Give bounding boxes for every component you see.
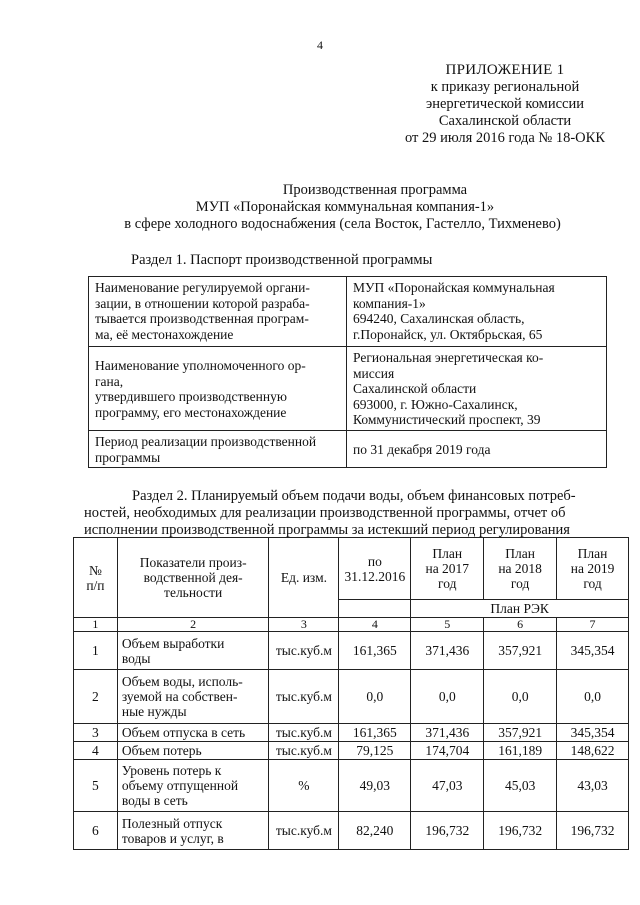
row-value: 0,0 — [339, 670, 411, 724]
table-row — [74, 742, 629, 760]
row-value: 49,03 — [339, 760, 411, 812]
row-unit: тыс.куб.м — [269, 670, 339, 724]
column-number: 1 — [74, 618, 118, 632]
table-row — [74, 760, 629, 812]
value-line: Сахалинской области — [353, 381, 477, 396]
passport-value — [347, 431, 607, 468]
appendix-line: от 29 июля 2016 года № 18-ОКК — [405, 130, 605, 146]
passport-value — [347, 347, 607, 431]
row-value: 371,436 — [411, 632, 484, 670]
row-value: 82,240 — [339, 812, 411, 850]
row-name: Объем отпуска в сеть — [117, 724, 269, 742]
row-value: 161,189 — [484, 742, 557, 760]
column-numbers-row — [74, 618, 629, 632]
row-number: 5 — [74, 760, 118, 812]
header-unit: Ед. изм. — [269, 538, 339, 618]
appendix-line: к приказу региональной — [430, 79, 580, 95]
label-line: Наименование регулируемой органи- — [95, 280, 310, 295]
value-line: г.Поронайск, ул. Октябрьская, 65 — [353, 326, 543, 342]
label-line: тывается производственная програм- — [95, 311, 309, 326]
page-number: 4 — [317, 38, 323, 52]
row-value: 47,03 — [411, 760, 484, 812]
header-plan-rek: План РЭК — [411, 600, 629, 618]
appendix-line: Сахалинской области — [438, 113, 572, 129]
passport-table — [88, 276, 607, 468]
value-line: 693000, г. Южно-Сахалинск, — [353, 396, 518, 412]
header-empty — [339, 600, 411, 618]
row-value: 161,365 — [339, 724, 411, 742]
column-number: 7 — [557, 618, 629, 632]
row-value: 0,0 — [484, 670, 557, 724]
document-title — [0, 182, 640, 233]
value-line: Коммунистический проспект, 39 — [353, 412, 541, 427]
table-row — [74, 670, 629, 724]
header-no: № п/п — [74, 538, 118, 618]
row-number: 3 — [74, 724, 118, 742]
header-row — [74, 538, 629, 600]
title-line: Производственная программа — [282, 182, 468, 198]
row-value: 0,0 — [411, 670, 484, 724]
label-line: ма, её местонахождение — [95, 326, 234, 342]
row-unit: тыс.куб.м — [269, 632, 339, 670]
passport-row — [89, 277, 607, 347]
label-line: программу, его местонахождение — [95, 404, 287, 420]
para-line: Раздел 2. Планируемый объем подачи воды, объем финансовых потреб- — [132, 488, 576, 504]
row-name: Уровень потерь к объему отпущенной воды в сеть — [117, 760, 269, 812]
row-value: 43,03 — [557, 760, 629, 812]
row-number: 6 — [74, 812, 118, 850]
value-line: 694240, Сахалинская область, — [353, 311, 525, 326]
label-line: программы — [95, 449, 161, 465]
row-unit: тыс.куб.м — [269, 724, 339, 742]
row-value: 161,365 — [339, 632, 411, 670]
column-number: 3 — [269, 618, 339, 632]
value-line: МУП «Поронайская коммунальная — [353, 280, 555, 295]
row-value: 371,436 — [411, 724, 484, 742]
appendix-line: энергетической комиссии — [425, 96, 585, 112]
title-line: в сфере холодного водоснабжения (села Восток, Гастелло, Тихменево) — [124, 216, 561, 232]
label-line: зации, в отношении которой разраба- — [95, 295, 310, 311]
passport-value — [347, 277, 607, 347]
appendix-block — [360, 62, 640, 147]
header-indicator: Показатели произ- водственной дея- тельности — [117, 538, 269, 618]
row-value: 148,622 — [557, 742, 629, 760]
row-name: Объем выработки воды — [117, 632, 269, 670]
row-number: 1 — [74, 632, 118, 670]
passport-label — [89, 347, 347, 431]
label-line: гана, — [95, 373, 124, 389]
passport-row — [89, 431, 607, 468]
value-line: Региональная энергетическая ко- — [353, 350, 544, 365]
row-value: 357,921 — [484, 632, 557, 670]
row-name: Полезный отпуск товаров и услуг, в — [117, 812, 269, 850]
row-value: 45,03 — [484, 760, 557, 812]
row-value: 196,732 — [484, 812, 557, 850]
label-line: утвердившего производственную — [95, 389, 287, 404]
row-value: 345,354 — [557, 632, 629, 670]
column-number: 2 — [117, 618, 269, 632]
table-row — [74, 724, 629, 742]
value-line: по 31 декабря 2019 года — [353, 441, 491, 457]
row-name: Объем воды, исполь- зуемой на собствен- ные нужды — [117, 670, 269, 724]
row-name: Объем потерь — [117, 742, 269, 760]
value-line: миссия — [353, 365, 395, 381]
header-2016: по 31.12.2016 — [339, 538, 411, 600]
row-value: 357,921 — [484, 724, 557, 742]
para-line: ностей, необходимых для реализации производственной программы, отчет об — [84, 505, 566, 521]
header-2019: План на 2019 год — [557, 538, 629, 600]
column-number: 6 — [484, 618, 557, 632]
appendix-heading: ПРИЛОЖЕНИЕ 1 — [445, 62, 565, 78]
label-line: Наименование уполномоченного ор- — [95, 358, 306, 373]
row-value: 79,125 — [339, 742, 411, 760]
table-row — [74, 812, 629, 850]
section1-heading: Раздел 1. Паспорт производственной программы — [131, 252, 433, 268]
row-value: 345,354 — [557, 724, 629, 742]
row-number: 2 — [74, 670, 118, 724]
row-number: 4 — [74, 742, 118, 760]
program-table — [73, 537, 629, 850]
row-value: 196,732 — [557, 812, 629, 850]
table-row — [74, 632, 629, 670]
value-line: компания-1» — [353, 295, 426, 311]
row-value: 174,704 — [411, 742, 484, 760]
row-unit: % — [269, 760, 339, 812]
para-line: исполнении производственной программы за истекший период регулирования — [84, 522, 570, 538]
passport-label — [89, 277, 347, 347]
row-unit: тыс.куб.м — [269, 742, 339, 760]
row-unit: тыс.куб.м — [269, 812, 339, 850]
row-value: 0,0 — [557, 670, 629, 724]
section2-paragraph — [84, 488, 640, 539]
column-number: 4 — [339, 618, 411, 632]
passport-row — [89, 347, 607, 431]
passport-label — [89, 431, 347, 468]
header-2017: План на 2017 год — [411, 538, 484, 600]
header-2018: План на 2018 год — [484, 538, 557, 600]
column-number: 5 — [411, 618, 484, 632]
title-line: МУП «Поронайская коммунальная компания-1» — [195, 199, 495, 215]
row-value: 196,732 — [411, 812, 484, 850]
label-line: Период реализации производственной — [95, 434, 317, 449]
